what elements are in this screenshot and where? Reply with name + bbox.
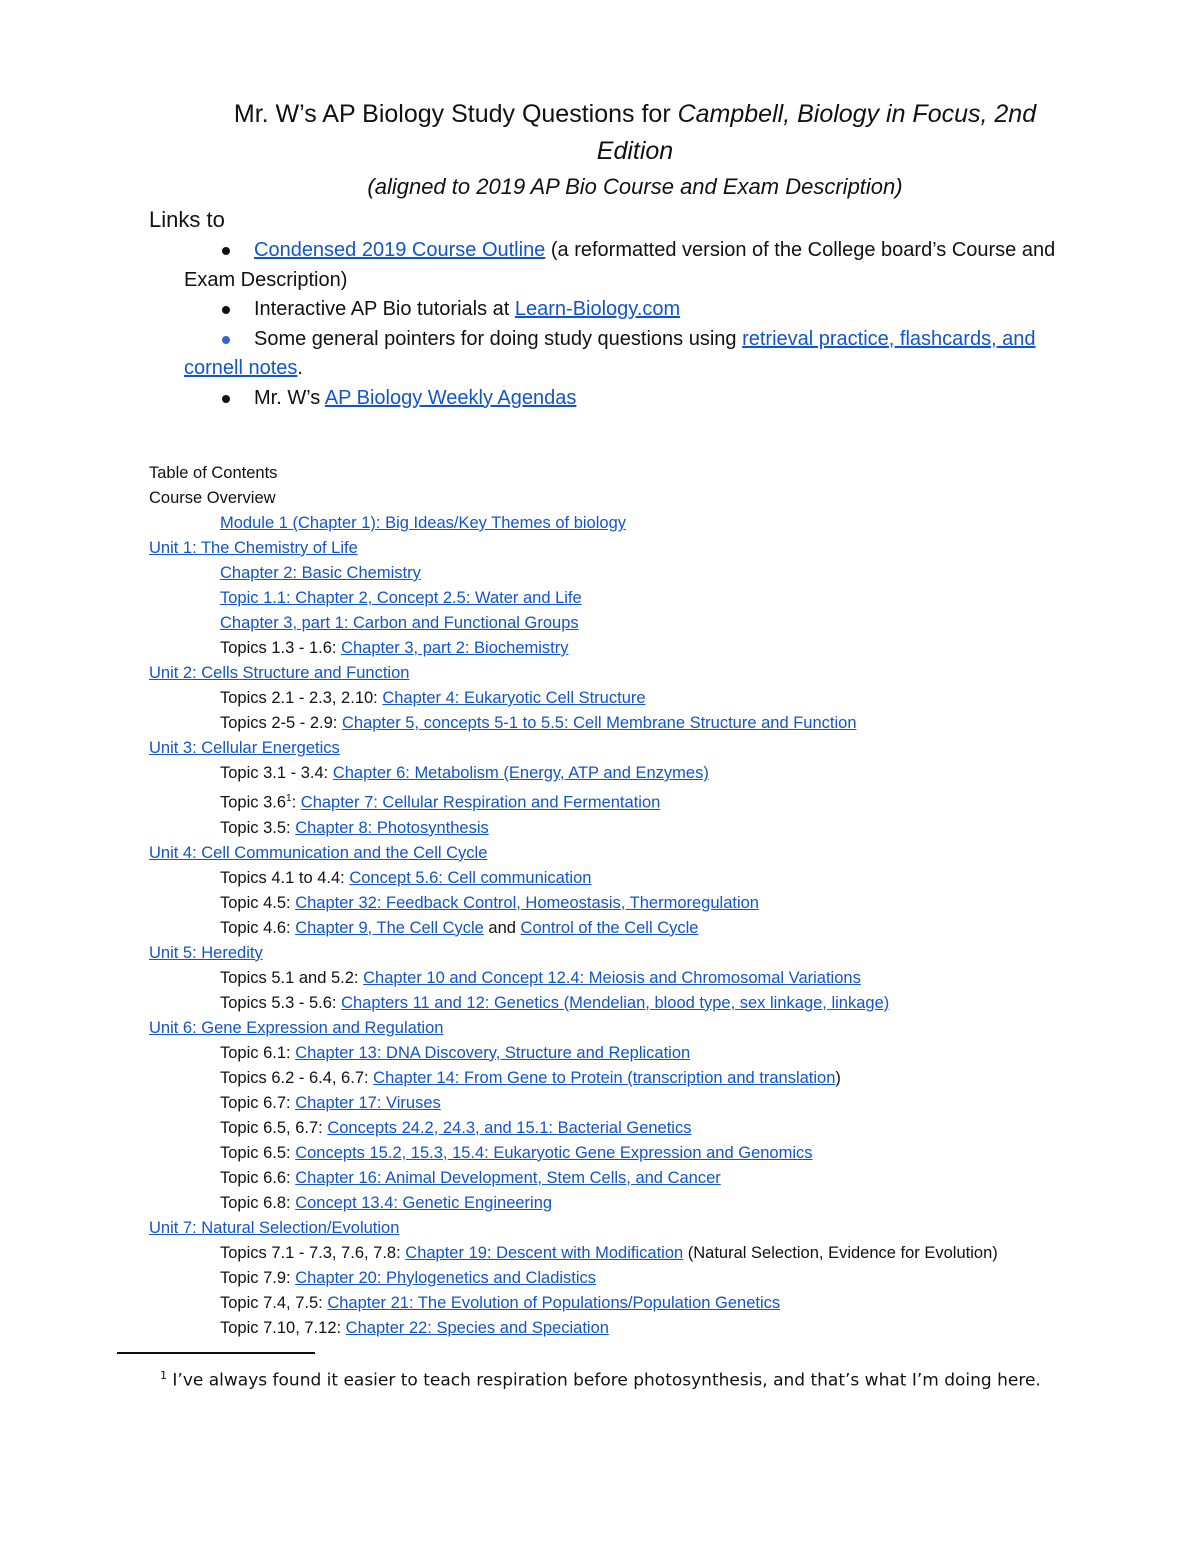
- toc-row: [149, 916, 1149, 941]
- toc-unit-6: [149, 1016, 1149, 1041]
- links-item-tutorials: [184, 295, 1084, 325]
- toc-topic-label: Topic 3.1 - 3.4:: [220, 764, 333, 782]
- toc-unit-link[interactable]: Unit 1: The Chemistry of Life: [149, 539, 358, 557]
- toc-row: [149, 1141, 1149, 1166]
- retrieval-practice-link[interactable]: retrieval practice, flashcards, and cornell notes: [184, 327, 1036, 379]
- toc-link[interactable]: Chapter 32: Feedback Control, Homeostasis, Thermoregulation: [295, 893, 759, 912]
- toc-row: [149, 611, 1149, 636]
- links-heading: Links to: [149, 207, 225, 232]
- toc-topic-label: Topic 7.4, 7.5:: [220, 1293, 328, 1312]
- toc-unit-link[interactable]: Unit 5: Heredity: [149, 943, 263, 962]
- toc-topic-label: Topic 6.7:: [220, 1093, 296, 1112]
- toc-link[interactable]: Control of the Cell Cycle: [520, 918, 699, 937]
- learn-biology-link[interactable]: Learn-Biology.com: [514, 298, 681, 320]
- toc-unit-2: [149, 661, 1149, 686]
- footnote-text: I’ve always found it easier to teach respiration before photosynthesis, and that’s what I’m doing here.: [172, 1370, 1041, 1391]
- toc-link[interactable]: Chapter 20: Phylogenetics and Cladistics: [295, 1268, 597, 1287]
- toc-link[interactable]: Concepts 15.2, 15.3, 15.4: Eukaryotic Gene Expression and Genomics: [295, 1143, 813, 1162]
- toc-topic-label: Topics 2-5 - 2.9:: [220, 714, 342, 732]
- course-outline-link[interactable]: Condensed 2019 Course Outline: [254, 239, 546, 261]
- toc-unit-link[interactable]: Unit 7: Natural Selection/Evolution: [149, 1218, 400, 1237]
- toc-unit-link[interactable]: Unit 4: Cell Communication and the Cell Cycle: [149, 843, 488, 862]
- weekly-agendas-link[interactable]: AP Biology Weekly Agendas: [324, 386, 577, 409]
- toc-topic-label: Topics 4.1 to 4.4:: [220, 868, 350, 887]
- toc-unit-1: [149, 536, 1149, 561]
- toc-row: [149, 1091, 1149, 1116]
- toc-course-overview: Course Overview: [149, 489, 276, 507]
- toc-row: [149, 1191, 1149, 1216]
- toc-row: [149, 991, 1149, 1016]
- links-item-text: Mr. W’s: [254, 386, 325, 409]
- toc-topic-label: Topic 6.1:: [220, 1043, 296, 1062]
- toc-topic-label: Topic 7.9:: [220, 1268, 296, 1287]
- toc-link[interactable]: Concepts 24.2, 24.3, and 15.1: Bacterial Genetics: [327, 1118, 692, 1137]
- links-item-text: Interactive AP Bio tutorials at: [254, 298, 515, 320]
- footnote: [149, 1363, 1069, 1394]
- toc-row: [149, 1241, 1149, 1266]
- toc-unit-4: [149, 841, 1149, 866]
- toc-row: [149, 816, 1149, 841]
- toc-link[interactable]: Chapter 8: Photosynthesis: [295, 818, 489, 837]
- toc-row: [149, 1116, 1149, 1141]
- toc-link[interactable]: Chapter 19: Descent with Modification: [405, 1243, 684, 1262]
- toc-row: [149, 786, 1149, 816]
- toc-row: [149, 1291, 1149, 1316]
- links-item-text: .: [297, 357, 303, 379]
- toc-unit-3: [149, 736, 1149, 761]
- toc-row: [149, 966, 1149, 991]
- toc-topic-label: Topic 6.5, 6.7:: [220, 1118, 328, 1137]
- toc-link[interactable]: Chapter 21: The Evolution of Populations/Population Genetics: [327, 1293, 781, 1312]
- toc-topic-label: (Natural Selection, Evidence for Evolution): [683, 1243, 998, 1262]
- toc-link[interactable]: Chapter 6: Metabolism (Energy, ATP and Enzymes): [332, 764, 709, 782]
- toc-row: [149, 891, 1149, 916]
- toc-topic-label: ): [835, 1068, 841, 1087]
- toc-unit-7: [149, 1216, 1149, 1241]
- toc-topic-label: Topic 3.6: [220, 793, 287, 812]
- title-italic: Campbell, Biology in Focus, 2nd: [677, 100, 1037, 128]
- toc-link[interactable]: Module 1 (Chapter 1): Big Ideas/Key Themes of biology: [220, 514, 626, 532]
- links-item-text: (a reformatted version of the College board’s Course and Exam Description): [184, 239, 1056, 291]
- toc-link[interactable]: Concept 5.6: Cell communication: [349, 868, 592, 887]
- toc-topic-label: Topics 7.1 - 7.3, 7.6, 7.8:: [220, 1243, 406, 1262]
- footnote-separator: [117, 1352, 315, 1354]
- footnote-marker: 1: [160, 1369, 167, 1382]
- toc-row: [149, 561, 1149, 586]
- toc-topic-label: Topic 7.10, 7.12:: [220, 1318, 346, 1337]
- page-subtitle: (aligned to 2019 AP Bio Course and Exam Description): [367, 174, 903, 199]
- toc-topic-label: Topic 4.5:: [220, 893, 296, 912]
- toc-link[interactable]: Chapter 3, part 1: Carbon and Functional Groups: [220, 614, 579, 632]
- toc-link[interactable]: Chapter 2: Basic Chemistry: [220, 564, 421, 582]
- links-item-text: Some general pointers for doing study questions using: [254, 327, 743, 350]
- page-title: [120, 96, 1150, 132]
- toc-link[interactable]: Chapter 7: Cellular Respiration and Fermentation: [300, 793, 661, 812]
- toc-row: [149, 1316, 1149, 1341]
- toc-topic-label: :: [291, 793, 301, 812]
- toc-unit-link[interactable]: Unit 6: Gene Expression and Regulation: [149, 1018, 444, 1037]
- toc-link[interactable]: Chapter 5, concepts 5-1 to 5.5: Cell Membrane Structure and Function: [341, 714, 857, 732]
- table-of-contents: [149, 461, 1149, 1341]
- toc-link[interactable]: Concept 13.4: Genetic Engineering: [295, 1193, 553, 1212]
- toc-heading: Table of Contents: [149, 464, 278, 482]
- toc-link[interactable]: Chapters 11 and 12: Genetics (Mendelian, blood type, sex linkage, linkage): [341, 993, 890, 1012]
- toc-topic-label: Topics 5.3 - 5.6:: [220, 993, 342, 1012]
- title-italic-line2: Edition: [596, 137, 674, 165]
- toc-topic-label: Topics 5.1 and 5.2:: [220, 968, 364, 987]
- links-item-course-outline: [184, 236, 1084, 295]
- footnote-ref[interactable]: 1: [286, 793, 292, 804]
- page-title-line2: [120, 133, 1150, 169]
- toc-link[interactable]: Chapter 13: DNA Discovery, Structure and Replication: [295, 1043, 691, 1062]
- toc-row: [149, 1066, 1149, 1091]
- toc-unit-link[interactable]: Unit 3: Cellular Energetics: [149, 739, 340, 757]
- toc-row: [149, 1166, 1149, 1191]
- toc-link[interactable]: Chapter 17: Viruses: [295, 1093, 441, 1112]
- toc-row: [149, 1041, 1149, 1066]
- toc-link[interactable]: Chapter 10 and Concept 12.4: Meiosis and Chromosomal Variations: [363, 968, 861, 987]
- toc-topic-label: Topic 6.8:: [220, 1193, 296, 1212]
- toc-row: [149, 636, 1149, 661]
- toc-row: [149, 761, 1149, 786]
- links-item-agendas: [184, 384, 1084, 414]
- toc-topic-label: Topic 3.5:: [220, 818, 296, 837]
- footnote-body: [149, 1363, 1069, 1394]
- toc-row: [149, 866, 1149, 891]
- toc-link[interactable]: Chapter 14: From Gene to Protein (transcription and translation: [373, 1068, 836, 1087]
- links-item-pointers: [184, 325, 1084, 384]
- toc-link[interactable]: Chapter 4: Eukaryotic Cell Structure: [382, 689, 646, 707]
- toc-link[interactable]: Chapter 16: Animal Development, Stem Cells, and Cancer: [295, 1168, 721, 1187]
- toc-row: [149, 1266, 1149, 1291]
- toc-row: [149, 686, 1149, 711]
- toc-topic-label: and: [483, 918, 521, 937]
- toc-topic-label: Topic 6.6:: [220, 1168, 296, 1187]
- toc-unit-link[interactable]: Unit 2: Cells Structure and Function: [149, 664, 410, 682]
- toc-link[interactable]: Chapter 9, The Cell Cycle: [295, 918, 484, 937]
- toc-topic-label: Topics 2.1 - 2.3, 2.10:: [220, 689, 383, 707]
- links-list: [184, 236, 1084, 413]
- toc-link[interactable]: Chapter 22: Species and Speciation: [345, 1318, 609, 1337]
- toc-topic-label: Topic 4.6:: [220, 918, 296, 937]
- toc-row: [149, 511, 1149, 536]
- toc-row: [149, 586, 1149, 611]
- toc-row: [149, 711, 1149, 736]
- toc-unit-5: [149, 941, 1149, 966]
- toc-link[interactable]: Topic 1.1: Chapter 2, Concept 2.5: Water and Life: [220, 589, 582, 607]
- title-plain: Mr. W’s AP Biology Study Questions for: [233, 100, 678, 128]
- toc-link[interactable]: Chapter 3, part 2: Biochemistry: [341, 639, 569, 657]
- toc-topic-label: Topic 6.5:: [220, 1143, 296, 1162]
- toc-topic-label: Topics 6.2 - 6.4, 6.7:: [220, 1068, 374, 1087]
- toc-topic-label: Topics 1.3 - 1.6:: [220, 639, 342, 657]
